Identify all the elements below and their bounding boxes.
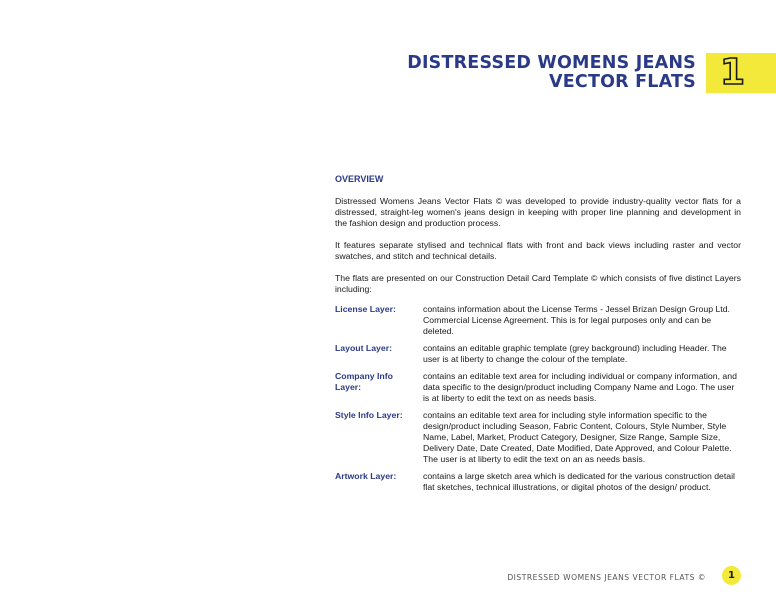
layer-description: contains an editable text area for including individual or company information, and data specific to the design/product including Company Name and Logo. The user is at liberty to edit the text on as needs basis. (423, 371, 737, 403)
chapter-number: 1 (720, 52, 746, 93)
overview-paragraph: The flats are presented on our Construction Detail Card Template © which consists of five distinct Layers including: (335, 273, 741, 294)
layer-item-company-info (335, 371, 741, 404)
page-number-badge: 1 (722, 566, 741, 585)
overview-paragraph: It features separate stylised and technical flats with front and back views including raster and vector swatches, and stitch and technical details. (335, 240, 741, 261)
title-line-2: VECTOR FLATS (549, 72, 696, 92)
layer-name: Layout Layer: (335, 343, 392, 353)
layer-name: License Layer: (335, 304, 396, 314)
overview-paragraph: Distressed Womens Jeans Vector Flats © was developed to provide industry-quality vector flats for a distressed, straight-leg women's jeans design in keeping with proper line planning and development in the fashion design and production process. (335, 196, 741, 228)
layer-description: contains a large sketch area which is dedicated for the various construction detail flat sketches, technical illustrations, or digital photos of the design/ product. (423, 471, 735, 492)
overview-section (335, 174, 741, 499)
title-line-1: DISTRESSED WOMENS JEANS (407, 53, 696, 73)
layer-item-style-info (335, 410, 741, 465)
layer-item-license (335, 304, 741, 337)
layer-description: contains an editable text area for including style information specific to the design/product including Season, Fabric Content, Colours, Style Number, Style Name, Label, Market, Product Category, Designer, Size Range, Sample Size, Delivery Date, Date Created, Date Modified, Date Approved, and Colour Palette. The user is at liberty to edit the text on an as needs basis. (423, 410, 732, 464)
layer-name: Artwork Layer: (335, 471, 397, 481)
layer-description: contains an editable graphic template (grey background) including Header. The user is at liberty to change the colour of the template. (423, 343, 727, 364)
overview-heading: OVERVIEW (335, 174, 384, 184)
page-title (407, 54, 696, 92)
layers-list (335, 304, 741, 493)
layer-description: contains information about the License Terms - Jessel Brizan Design Group Ltd. Commercial License Agreement. This is for legal purposes only and can be deleted. (423, 304, 730, 336)
layer-item-artwork (335, 471, 741, 493)
footer-title: DISTRESSED WOMENS JEANS VECTOR FLATS © (507, 573, 706, 582)
layer-name: Company Info Layer: (335, 371, 393, 392)
layer-name: Style Info Layer: (335, 410, 403, 420)
layer-item-layout (335, 343, 741, 365)
chapter-badge (706, 53, 776, 93)
